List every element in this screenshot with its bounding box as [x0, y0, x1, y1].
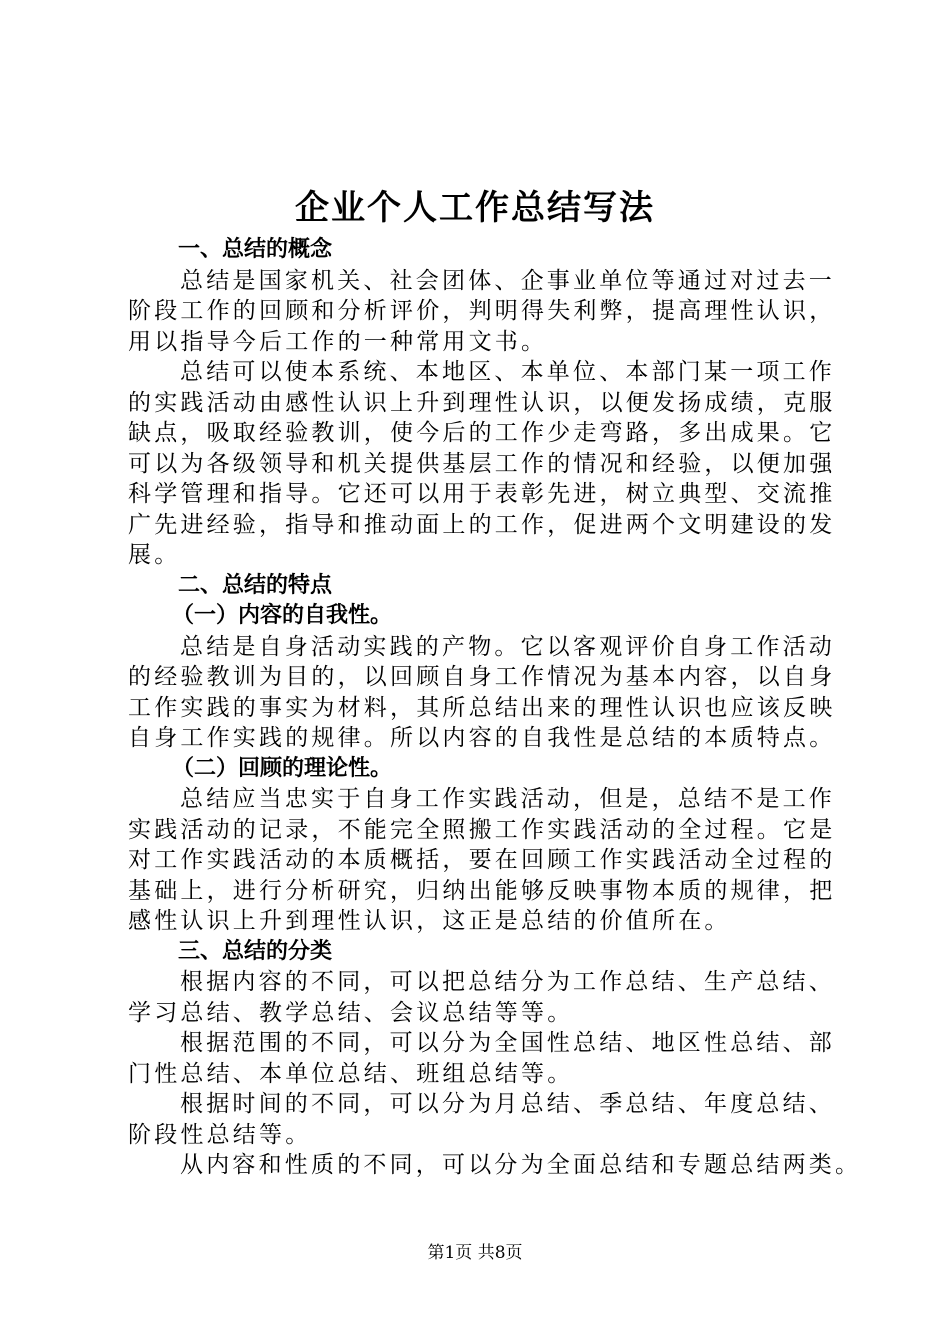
paragraph-line: 总结可以使本系统、本地区、本单位、本部门某一项工作: [180, 359, 835, 385]
paragraph-line: 总结是国家机关、社会团体、企事业单位等通过对过去一: [180, 267, 835, 294]
paragraph-line: 对工作实践活动的本质概括，要在回顾工作实践活动全过程的: [128, 847, 836, 873]
document-title: 企业个人工作总结写法: [295, 188, 655, 228]
paragraph-line: 根据范围的不同，可以分为全国性总结、地区性总结、部: [180, 1030, 835, 1056]
paragraph-line: 展。: [128, 542, 181, 568]
paragraph-line: 门性总结、本单位总结、班组总结等。: [128, 1060, 574, 1087]
paragraph-line: 阶段性总结等。: [128, 1121, 312, 1148]
section-heading: 一、总结的概念: [178, 237, 333, 262]
paragraph-line: 基础上，进行分析研究，归纳出能够反映事物本质的规律，把: [128, 877, 836, 904]
paragraph-line: 根据内容的不同，可以把总结分为工作总结、生产总结、: [180, 969, 835, 995]
section-heading: 二、总结的特点: [178, 572, 333, 598]
paragraph-line: 科学管理和指导。它还可以用于表彰先进，树立典型、交流推: [128, 481, 836, 507]
paragraph-line: 自身工作实践的规律。所以内容的自我性是总结的本质特点。: [128, 725, 836, 751]
paragraph-line: 从内容和性质的不同，可以分为全面总结和专题总结两类。: [180, 1152, 862, 1178]
document-body: [128, 235, 862, 1181]
paragraph-line: 工作实践的事实为材料，其所总结出来的理性认识也应该反映: [128, 694, 836, 721]
subsection-heading: （二）回顾的理论性。: [172, 755, 393, 781]
page-footer: 第1页 共8页: [427, 1243, 523, 1263]
paragraph-line: 可以为各级领导和机关提供基层工作的情况和经验，以便加强: [128, 450, 836, 477]
paragraph-line: 广先进经验，指导和推动面上的工作，促进两个文明建设的发: [128, 511, 836, 538]
paragraph-line: 感性认识上升到理性认识，这正是总结的价值所在。: [128, 908, 731, 934]
paragraph-line: 缺点，吸取经验教训，使今后的工作少走弯路，多出成果。它: [128, 420, 836, 446]
paragraph-line: 实践活动的记录，不能完全照搬工作实践活动的全过程。它是: [128, 816, 836, 843]
section-heading: 三、总结的分类: [178, 938, 333, 964]
subsection-heading: （一）内容的自我性。: [172, 603, 393, 628]
paragraph-line: 用以指导今后工作的一种常用文书。: [128, 328, 548, 355]
paragraph-line: 阶段工作的回顾和分析评价，判明得失利弊，提高理性认识，: [128, 298, 836, 324]
paragraph-line: 的实践活动由感性认识上升到理性认识，以便发扬成绩，克服: [128, 389, 836, 416]
paragraph-line: 学习总结、教学总结、会议总结等等。: [128, 999, 574, 1026]
paragraph-line: 总结应当忠实于自身工作实践活动，但是，总结不是工作: [180, 786, 835, 812]
paragraph-line: 总结是自身活动实践的产物。它以客观评价自身工作活动: [180, 633, 835, 660]
paragraph-line: 根据时间的不同，可以分为月总结、季总结、年度总结、: [180, 1091, 835, 1117]
paragraph-line: 的经验教训为目的，以回顾自身工作情况为基本内容，以自身: [128, 664, 836, 690]
